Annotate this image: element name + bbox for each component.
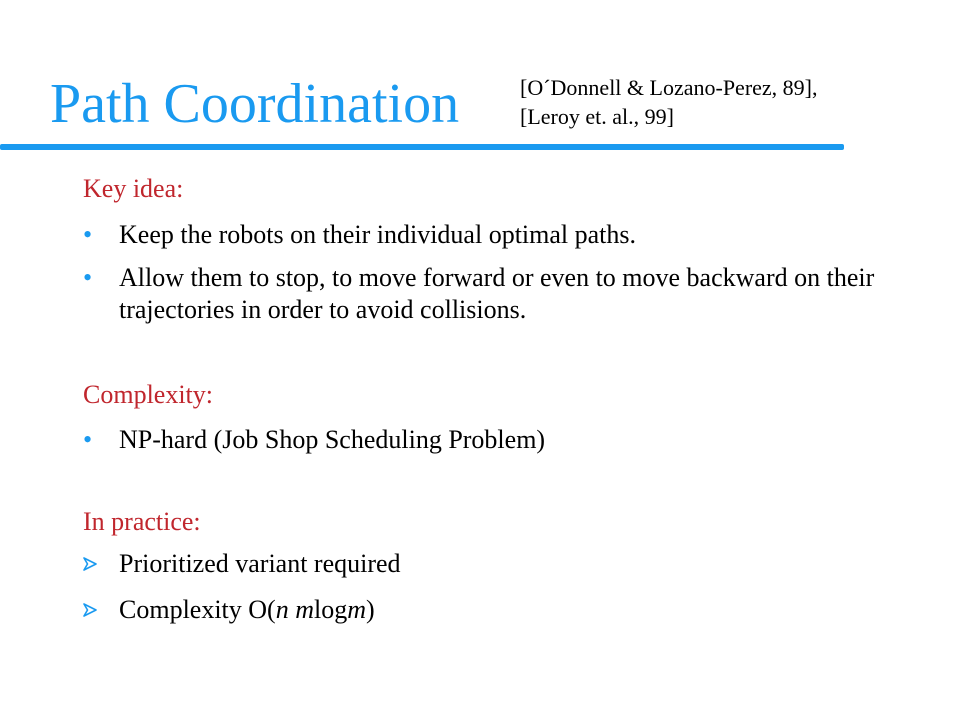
arrow-item: [83, 548, 903, 580]
slide-title: Path Coordination: [50, 73, 460, 135]
complexity-formula: [119, 594, 903, 626]
bullet-item: [83, 262, 903, 326]
bullet-dot: •: [83, 263, 93, 292]
formula-var-m: m: [295, 595, 314, 624]
bullet-item: [83, 424, 903, 456]
arrowhead-bullet-icon: [83, 603, 97, 617]
bullet-item: [83, 219, 903, 251]
formula-suffix: ): [366, 595, 375, 624]
formula-prefix: Complexity O(: [119, 595, 276, 624]
citation-line-1: [O´Donnell & Lozano-Perez, 89],: [520, 75, 818, 100]
bullet-text: NP-hard (Job Shop Scheduling Problem): [119, 425, 546, 454]
title-underline: [0, 144, 844, 150]
bullet-dot: •: [83, 220, 93, 249]
bullet-text: Allow them to stop, to move forward or even to move backward on their trajectories in order to avoid collisions.: [119, 263, 875, 324]
section-heading-key-idea: Key idea:: [83, 174, 184, 203]
formula-log: log: [314, 595, 348, 624]
arrow-item-text: Prioritized variant required: [119, 549, 401, 578]
formula-var-n: n: [275, 595, 289, 624]
section-heading-complexity: Complexity:: [83, 380, 213, 409]
bullet-dot: •: [83, 425, 93, 454]
formula-var-m: m: [347, 595, 367, 624]
arrow-item: [83, 594, 903, 626]
citation-line-2: [Leroy et. al., 99]: [520, 104, 674, 129]
section-heading-in-practice: In practice:: [83, 507, 201, 536]
bullet-text: Keep the robots on their individual optimal paths.: [119, 220, 637, 249]
citation: [520, 73, 818, 131]
arrowhead-bullet-icon: [83, 557, 97, 571]
